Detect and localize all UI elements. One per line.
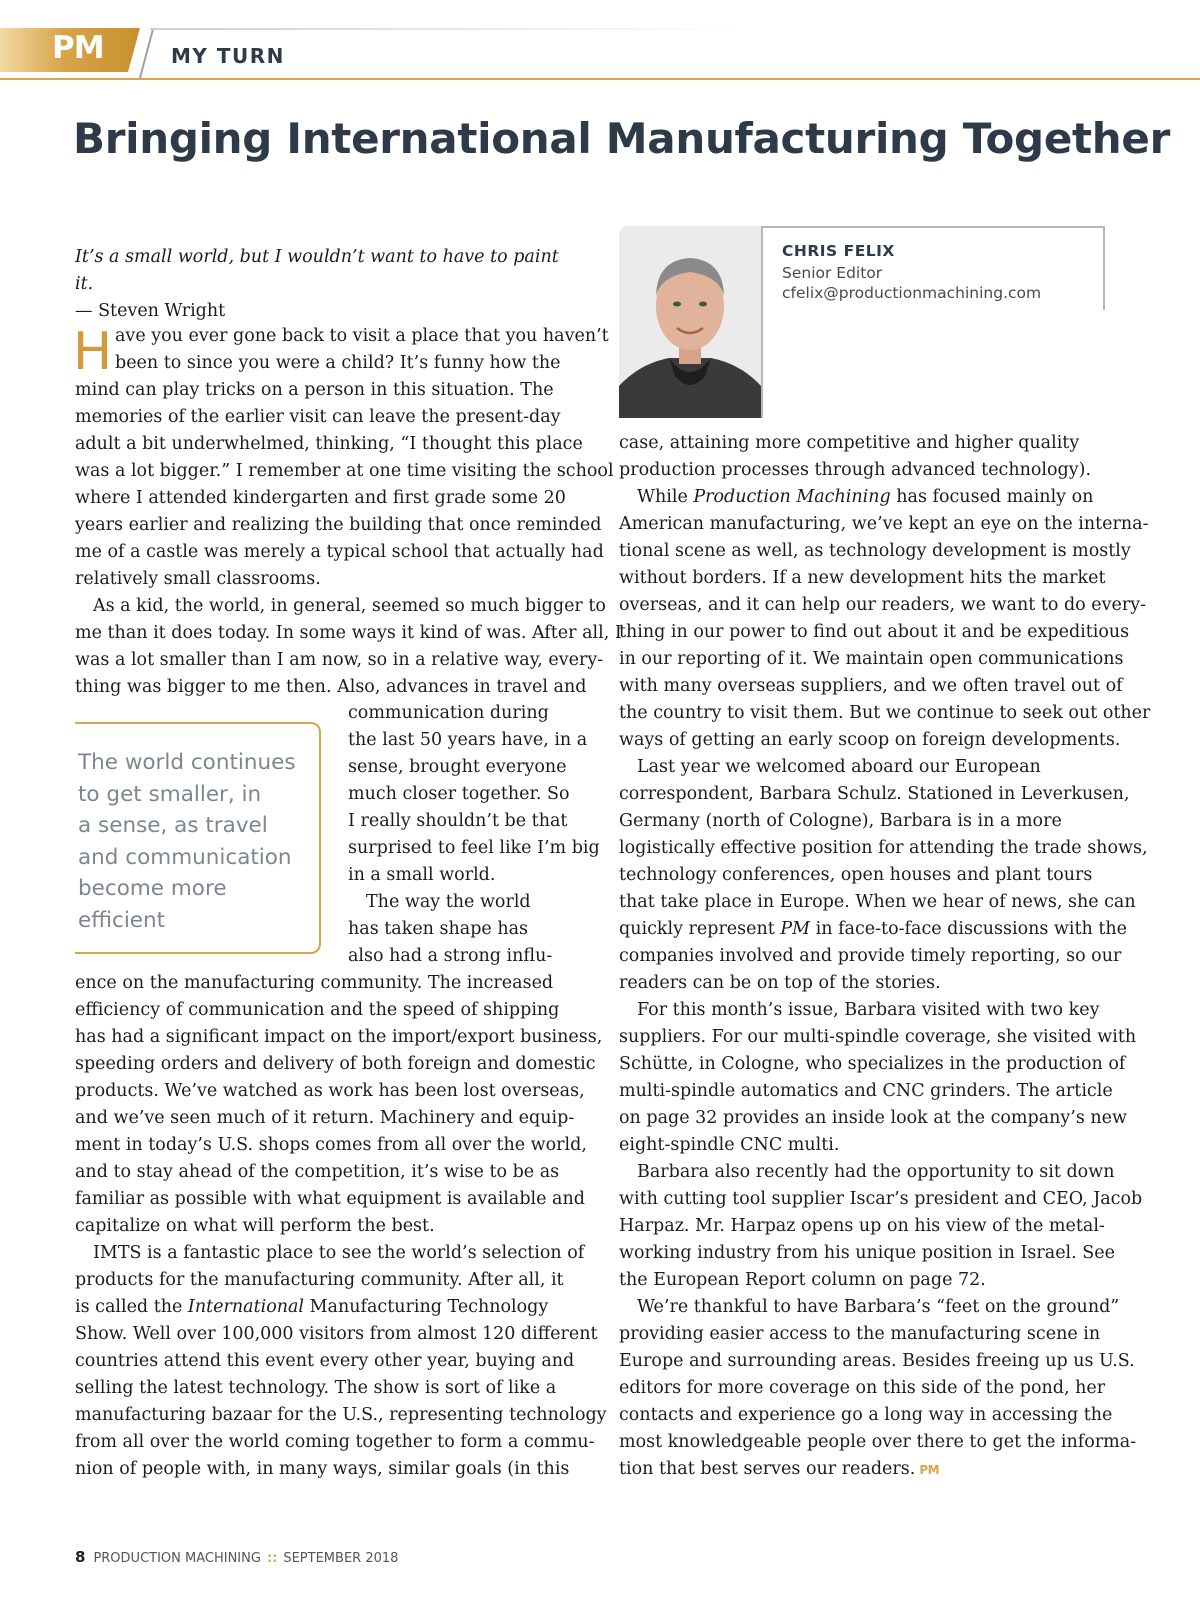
text-line: editors for more coverage on this side of the pond, her [619,1378,1106,1398]
text-line: readers can be on top of the stories. [619,973,941,993]
opening-paragraph [73,322,614,593]
left-column-top [73,322,622,701]
page-footer [75,1548,398,1566]
article-title: Bringing International Manufacturing Together [73,114,1170,163]
text-line: and to stay ahead of the competition, it’s wise to be as [75,1162,560,1182]
text-line: has taken shape has [348,919,528,939]
text-line: ence on the manufacturing community. The increased [75,973,554,993]
pull-quote-text [78,747,314,936]
text-line: thing was bigger to me then. Also, advances in travel and [75,677,587,697]
text-line: Last year we welcomed aboard our European [637,757,1041,777]
text-run: is called the [75,1297,188,1317]
author-name: CHRIS FELIX [782,242,895,260]
author-photo-divider [761,226,763,418]
text-line: capitalize on what will perform the best. [75,1216,435,1236]
text-line: the country to visit them. But we continue to seek out other [619,703,1151,723]
text-line: tional scene as well, as technology development is mostly [619,541,1131,561]
text-line: been to since you were a child? It’s funny how the [115,353,561,373]
text-line: We’re thankful to have Barbara’s “feet on the ground” [637,1297,1120,1317]
narrow-column [348,700,600,970]
pull-quote-line: to get smaller, in [78,781,262,807]
drop-cap: H [73,322,113,382]
text-line: correspondent, Barbara Schulz. Stationed in Leverkusen, [619,784,1130,804]
text-line: working industry from his unique position in Israel. See [619,1243,1115,1263]
section-label: MY TURN [171,44,285,68]
text-line: Schütte, in Cologne, who specializes in the production of [619,1054,1126,1074]
author-role: Senior Editor [782,264,883,282]
text-line: mind can play tricks on a person in this situation. The [75,380,554,400]
italic-run: International [187,1297,305,1317]
page-number: 8 [75,1548,86,1566]
text-line-with-italic [75,1294,585,1321]
epigraph [75,244,575,325]
text-line: with cutting tool supplier Iscar’s president and CEO, Jacob [619,1189,1143,1209]
text-line: that take place in Europe. When we hear of news, she can [619,892,1136,912]
text-line-with-italic [619,484,1139,511]
text-line: years earlier and realizing the building that once reminded [75,515,602,535]
text-line: much closer together. So [348,784,570,804]
pm-logo: PM [52,30,104,66]
footer-separator: :: [266,1551,278,1566]
text-line: speeding orders and delivery of both foreign and domestic [75,1054,596,1074]
text-line: overseas, and it can help our readers, we want to do every- [619,595,1147,615]
header-top-rule [150,28,750,30]
text-run: in face-to-face discussions with the [810,919,1128,939]
italic-run: Production Machining [693,487,891,507]
right-column [619,430,1151,1484]
text-line: relatively small classrooms. [75,569,321,589]
text-line: with many overseas suppliers, and we often travel out of [619,676,1123,696]
pull-quote-box [75,722,321,954]
text-line: suppliers. For our multi-spindle coverage, she visited with [619,1027,1137,1047]
text-line: ways of getting an early scoop on foreign developments. [619,730,1121,750]
text-line-with-italic [619,916,1139,943]
end-mark-logo: PM [919,1463,940,1477]
text-line: in a small world. [348,865,496,885]
text-line: Harpaz. Mr. Harpaz opens up on his view of the metal- [619,1216,1105,1236]
text-run: Manufacturing Technology [304,1297,549,1317]
text-line: As a kid, the world, in general, seemed so much bigger to [93,596,606,616]
text-line: the European Report column on page 72. [619,1270,986,1290]
header-slash-divider [137,28,157,80]
text-line: familiar as possible with what equipment is available and [75,1189,585,1209]
text-line: nion of people with, in many ways, similar goals (in this [75,1459,570,1479]
text-line: case, attaining more competitive and higher quality [619,433,1080,453]
pull-quote-line: become more [78,876,227,901]
text-line: selling the latest technology. The show is sort of like a [75,1378,557,1398]
page-header [0,0,1200,82]
text-line: products for the manufacturing community. After all, it [75,1270,564,1290]
text-run: While [637,487,694,507]
pull-quote-line: and communication [78,844,292,870]
pull-quote-line: efficient [78,907,166,933]
text-line: in our reporting of it. We maintain open communications [619,649,1124,669]
text-line: without borders. If a new development hits the market [619,568,1106,588]
text-line: multi-spindle automatics and CNC grinders. The article [619,1081,1113,1101]
text-run: quickly represent [619,919,781,939]
author-portrait-image [619,226,761,418]
text-line: efficiency of communication and the speed of shipping [75,1000,560,1020]
text-line: surprised to feel like I’m big [348,838,600,858]
pull-quote-line: a sense, as travel [78,813,268,838]
author-email-link[interactable]: cfelix@productionmachining.com [782,284,1042,302]
text-line: sense, brought everyone [348,757,567,777]
text-line: IMTS is a fantastic place to see the world’s selection of [93,1243,585,1263]
text-run: has focused mainly on [890,487,1094,507]
text-line: The way the world [366,892,531,912]
text-line: adult a bit underwhelmed, thinking, “I thought this place [75,434,583,454]
text-line: technology conferences, open houses and plant tours [619,865,1093,885]
text-line: on page 32 provides an inside look at the company’s new [619,1108,1128,1128]
author-card [619,226,1105,418]
italic-run: PM [780,919,811,939]
text-line: logistically effective position for attending the trade shows, [619,838,1148,858]
epigraph-attribution: — Steven Wright [75,301,226,321]
pull-quote-line: The world continues [78,750,296,775]
text-line: manufacturing bazaar for the U.S., representing technology [75,1405,607,1425]
text-run: tion that best serves our readers. [619,1459,916,1479]
author-photo [619,226,761,418]
text-line: ave you ever gone back to visit a place that you haven’t [115,326,609,346]
text-line: most knowledgeable people over there to get the informa- [619,1432,1137,1452]
text-line: Germany (north of Cologne), Barbara is in a more [619,811,1062,831]
left-column-bottom [75,970,607,1483]
text-line: also had a strong influ- [348,946,553,966]
text-line: I really shouldn’t be that [348,811,568,831]
epigraph-text: It’s a small world, but I wouldn’t want to have to paint it. [75,247,559,294]
text-line: was a lot bigger.” I remember at one time visiting the school [75,461,614,481]
text-line: Barbara also recently had the opportunity to sit down [637,1162,1115,1182]
text-line: communication during [348,703,549,723]
text-line: ment in today’s U.S. shops comes from all over the world, [75,1135,587,1155]
text-line: countries attend this event every other year, buying and [75,1351,575,1371]
text-line: me of a castle was merely a typical school that actually had [75,542,604,562]
text-line: where I attended kindergarten and first grade some 20 [75,488,566,508]
text-line: thing in our power to find out about it and be expeditious [619,622,1130,642]
text-line: eight-spindle CNC multi. [619,1135,840,1155]
text-line: providing easier access to the manufacturing scene in [619,1324,1101,1344]
text-line: production processes through advanced technology). [619,460,1092,480]
text-line: the last 50 years have, in a [348,730,588,750]
drop-cap-lines [73,322,609,382]
text-line: me than it does today. In some ways it kind of was. After all, I [75,623,622,643]
text-line: companies involved and provide timely reporting, so our [619,946,1122,966]
text-line: contacts and experience go a long way in accessing the [619,1405,1113,1425]
text-line: Show. Well over 100,000 visitors from almost 120 different [75,1324,598,1344]
text-line: was a lot smaller than I am now, so in a relative way, every- [75,650,604,670]
issue-date: SEPTEMBER 2018 [283,1551,399,1566]
text-line-last [619,1456,1139,1484]
text-line: and we’ve seen much of it return. Machinery and equip- [75,1108,575,1128]
text-line: Europe and surrounding areas. Besides freeing up us U.S. [619,1351,1135,1371]
text-line: has had a significant impact on the import/export business, [75,1027,603,1047]
header-bottom-rule [0,78,1200,80]
text-line: For this month’s issue, Barbara visited with two key [637,1000,1100,1020]
text-line: from all over the world coming together to form a commu- [75,1432,595,1452]
publication-name: PRODUCTION MACHINING [93,1551,261,1566]
text-line: memories of the earlier visit can leave the present-day [75,407,561,427]
text-line: products. We’ve watched as work has been lost overseas, [75,1081,585,1101]
text-line: American manufacturing, we’ve kept an eye on the interna- [619,514,1149,534]
